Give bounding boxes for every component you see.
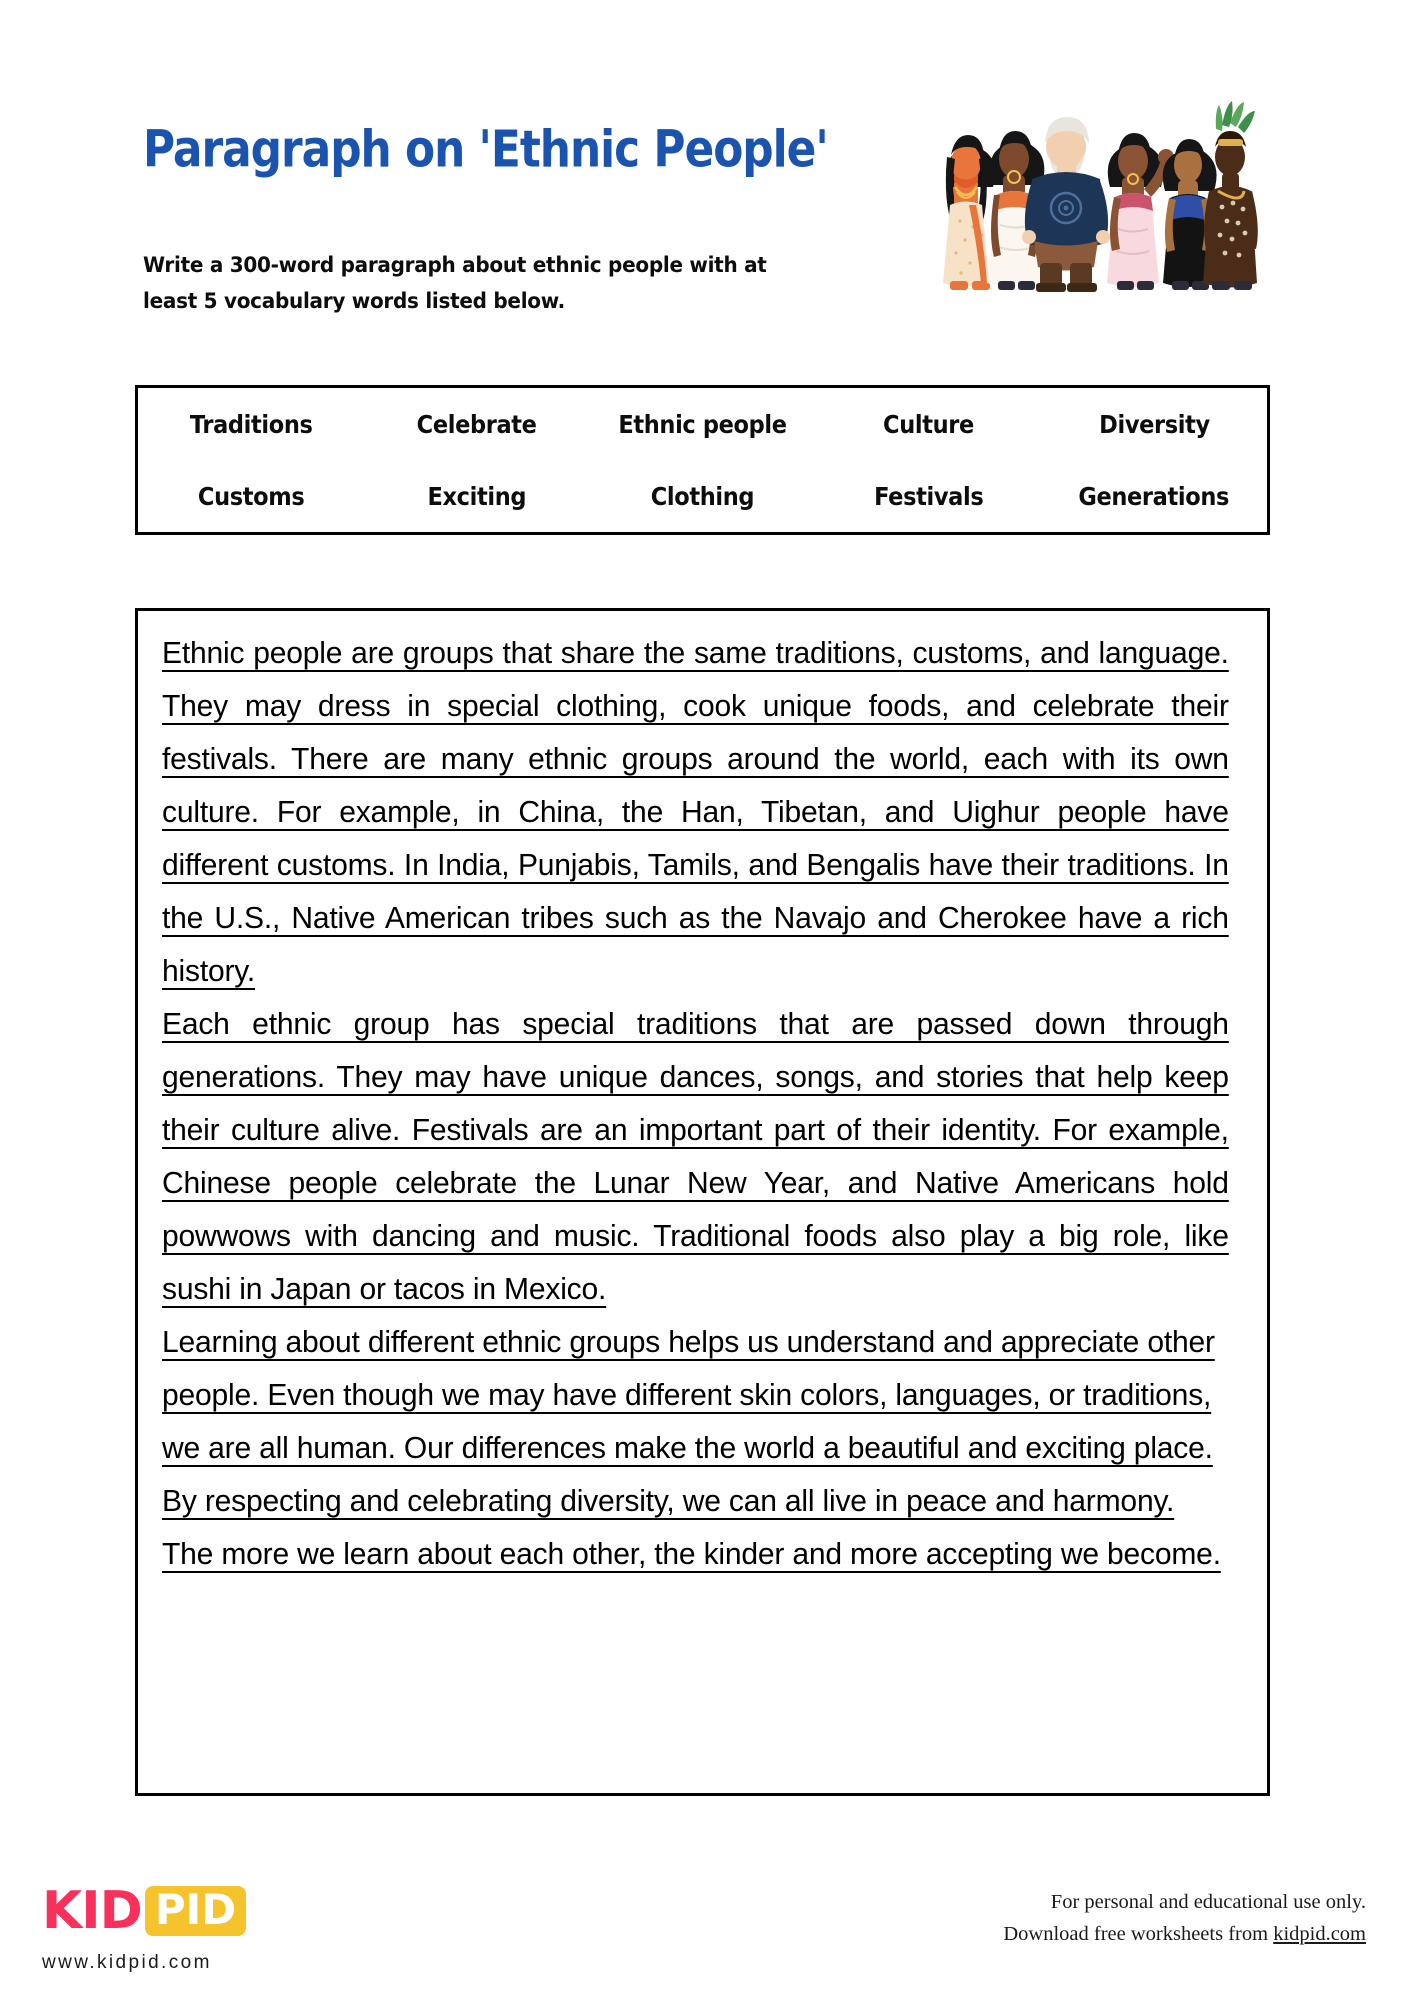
page-footer xyxy=(0,1860,1414,2000)
feather-headdress xyxy=(1216,101,1255,133)
vocab-word: Exciting xyxy=(427,481,527,511)
paragraph-2: Each ethnic group has special traditions that are passed down through generations. They may have unique dances, songs, and stories that help keep their culture alive. Festivals are an important part of their identity. For example, Chinese people celebrate the Lunar New Year, and Native Americans hold powwows with dancing and music. Traditional foods also play a big role, like sushi in Japan or tacos in Mexico. xyxy=(162,1007,1229,1306)
vocab-word: Generations xyxy=(1078,481,1230,511)
paragraph-3: Learning about different ethnic groups helps us understand and appreciate other people. Even though we may have different skin colors, languages, or traditions, we are all human. Our differences make the world a beautiful and exciting place. By respecting and celebrating diversity, we can all live in peace and harmony. The more we learn about each other, the kinder and more accepting we become. xyxy=(162,1325,1221,1571)
logo-kid-text: KID xyxy=(42,1881,142,1941)
paragraph-answer-box[interactable] xyxy=(135,608,1270,1796)
vocab-word: Ethnic people xyxy=(618,409,787,439)
logo-pid-badge xyxy=(145,1886,246,1936)
vocab-word: Traditions xyxy=(189,409,313,439)
footer-notice-line1: For personal and educational use only. xyxy=(1050,1891,1366,1913)
logo-pid-text: PID xyxy=(154,1885,237,1934)
paragraph-1: Ethnic people are groups that share the same traditions, customs, and language. They may dress in special clothing, cook unique foods, and celebrate their festivals. There are many ethnic groups around the world, each with its own culture. For example, in China, the Han, Tibetan, and Uighur people have different customs. In India, Punjabis, Tamils, and Bengalis have their traditions. In the U.S., Native American tribes such as the Navajo and Cherokee have a rich history. xyxy=(162,636,1229,988)
footer-notice-prefix: Download free worksheets from xyxy=(1003,1923,1274,1945)
page-title: Paragraph on 'Ethnic People' xyxy=(143,120,828,180)
vocab-word: Customs xyxy=(197,481,305,511)
vocab-word: Clothing xyxy=(650,481,755,511)
figure-tribal-man xyxy=(1203,101,1258,290)
diverse-ethnic-people-illustration xyxy=(930,95,1260,310)
figure-waving-woman xyxy=(1107,133,1174,290)
footer-notice xyxy=(1003,1886,1366,1950)
vocab-word: Celebrate xyxy=(416,409,537,439)
website-url: www.kidpid.com xyxy=(42,1952,212,1973)
worksheet-header xyxy=(0,0,1414,314)
page-instructions: Write a 300-word paragraph about ethnic people with at least 5 vocabulary words listed below. xyxy=(143,253,767,314)
footer-notice-line2 xyxy=(1003,1918,1366,1950)
vocabulary-box xyxy=(135,385,1270,535)
vocab-word: Diversity xyxy=(1098,409,1210,439)
figure-sari-woman xyxy=(943,135,995,290)
vocab-word: Culture xyxy=(882,409,974,439)
kidpid-link[interactable]: kidpid.com xyxy=(1273,1923,1366,1945)
vocab-word: Festivals xyxy=(873,481,983,511)
vocabulary-grid xyxy=(138,388,1267,532)
kidpid-logo[interactable] xyxy=(42,1880,246,1942)
